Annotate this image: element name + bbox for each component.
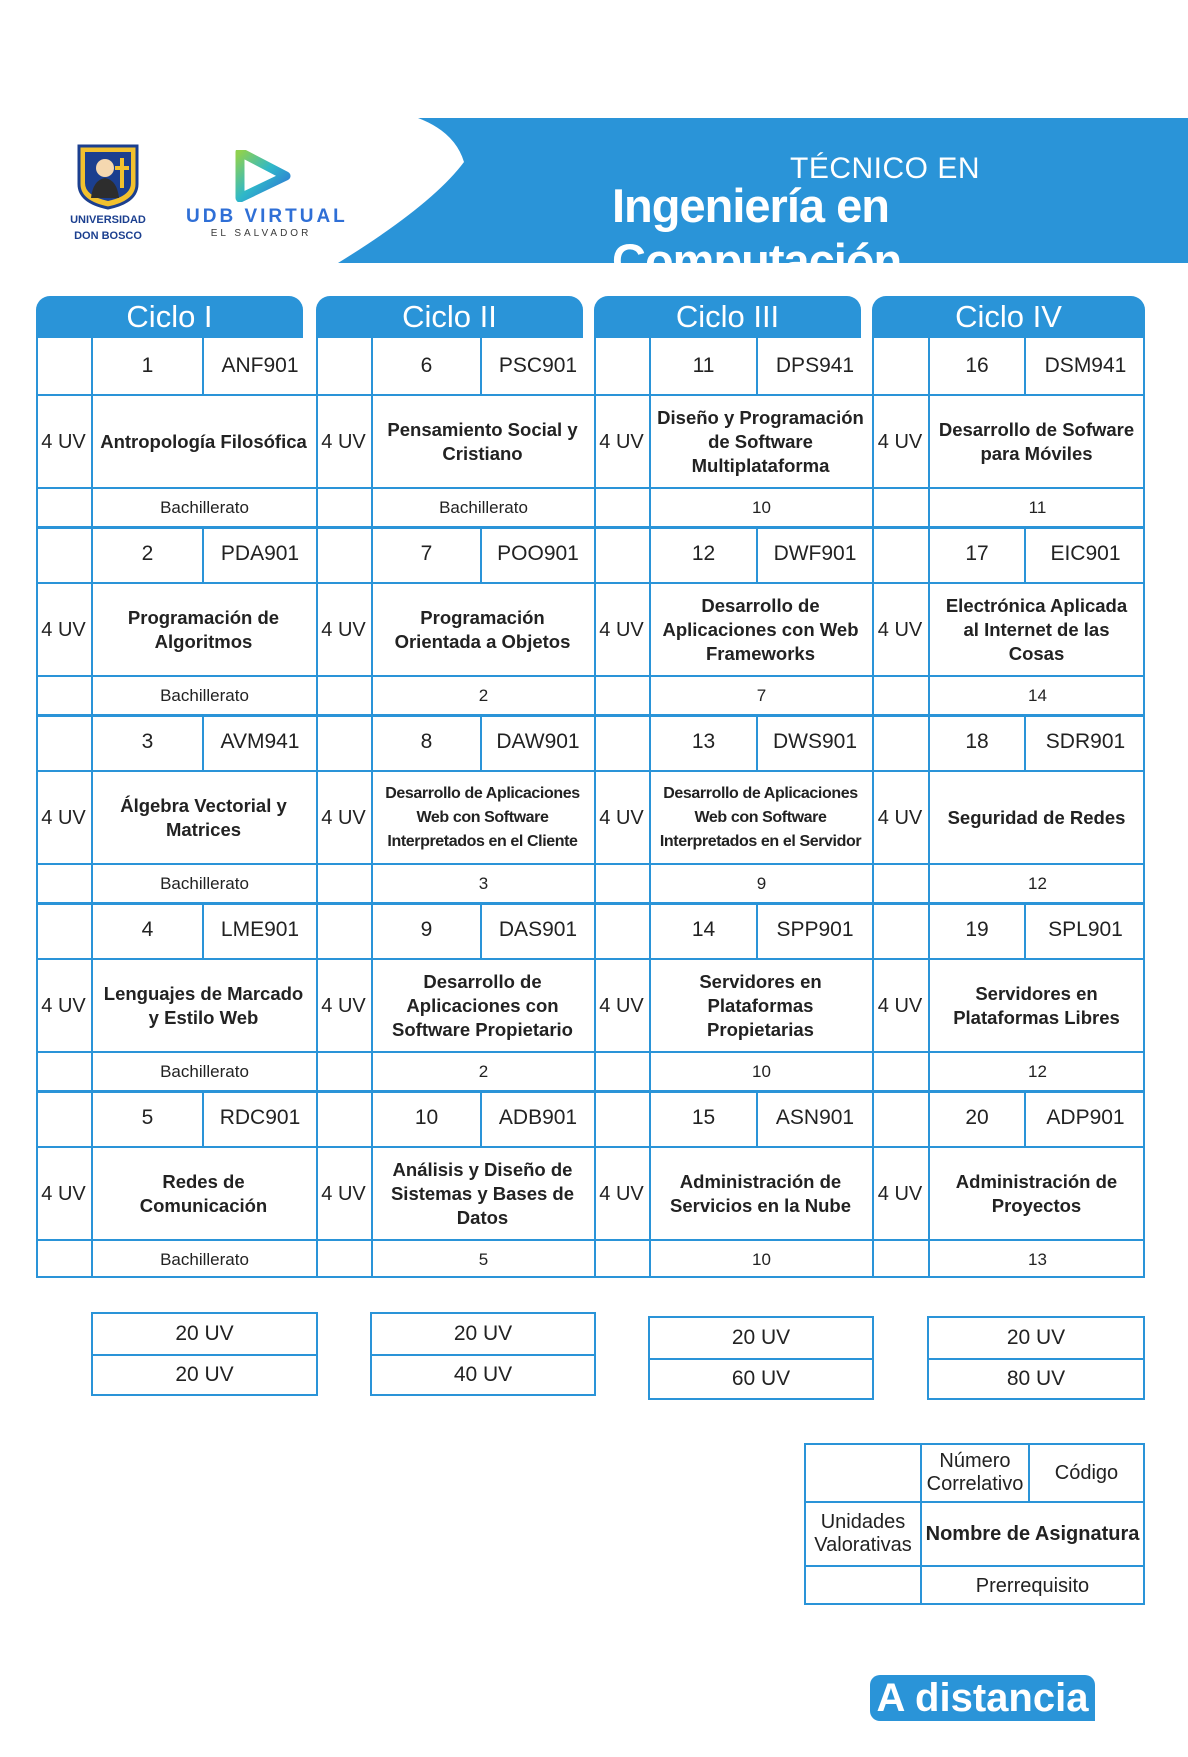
modality-badge: A distancia	[870, 1675, 1095, 1721]
program-title: Ingeniería en Computación	[612, 179, 902, 287]
subject-prerequisite: 3	[478, 873, 489, 893]
ciclo-header-2: Ciclo II	[316, 296, 583, 338]
subject-code: ANF901	[221, 354, 299, 377]
subject-uv: 4 UV	[877, 430, 923, 453]
uv-totals-ciclo-4	[927, 1316, 1145, 1400]
subject-uv: 4 UV	[41, 430, 86, 453]
subject-name: Desarrollo de Aplicaciones con Web Frameworks	[662, 594, 859, 664]
uv-cumulative: 40 UV	[372, 1354, 594, 1394]
subject-code: PDA901	[220, 542, 300, 565]
subject-code: EIC901	[1050, 542, 1121, 565]
program-superscript: TÉCNICO EN	[790, 152, 981, 185]
subject-code: DWF901	[773, 542, 857, 565]
uv-total: 20 UV	[453, 1322, 513, 1345]
subject-number: 8	[420, 730, 433, 753]
uv-total: 20 UV	[175, 1322, 234, 1345]
subject-prerequisite: 12	[1028, 1061, 1047, 1081]
subject-name: Análisis y Diseño de Sistemas y Bases de Datos	[390, 1158, 575, 1228]
uv-totals-ciclo-3	[648, 1316, 874, 1400]
udb-logo	[66, 140, 150, 242]
subject-name: Programación de Algoritmos	[127, 606, 280, 652]
subject-uv: 4 UV	[877, 994, 923, 1017]
subject-number: 12	[691, 542, 716, 565]
subject-prerequisite: Bachillerato	[160, 497, 249, 517]
uv-cumulative: 80 UV	[929, 1358, 1143, 1398]
subject-number: 19	[965, 918, 989, 941]
subject-prerequisite: Bachillerato	[439, 497, 528, 517]
subject-uv: 4 UV	[41, 618, 86, 641]
subject-code: RDC901	[219, 1106, 301, 1129]
subject-code: POO901	[497, 542, 579, 565]
subject-name: Desarrollo de Sofware para Móviles	[938, 418, 1135, 464]
subject-number: 15	[691, 1106, 716, 1129]
subject-number: 3	[141, 730, 154, 753]
subject-name: Seguridad de Redes	[947, 806, 1126, 828]
subject-prerequisite: 7	[756, 685, 767, 705]
subject-number: 18	[965, 730, 989, 753]
legend-numero-correlativo: Número Correlativo	[926, 1450, 1024, 1495]
subject-uv: 4 UV	[599, 430, 644, 453]
subject-name: Administración de Servicios en la Nube	[670, 1170, 851, 1216]
subject-name: Administración de Proyectos	[955, 1170, 1118, 1216]
subject-code: SPL901	[1048, 918, 1123, 941]
subject-name: Desarrollo de Aplicaciones Web con Software Interpretados en el Cliente	[385, 784, 580, 850]
subject-code: AVM941	[220, 730, 300, 753]
subject-number: 6	[420, 354, 433, 377]
subject-prerequisite: Bachillerato	[160, 873, 249, 893]
subject-prerequisite: 2	[478, 1061, 489, 1081]
subject-code: LME901	[220, 918, 300, 941]
uv-totals-ciclo-1	[91, 1312, 318, 1396]
subject-prerequisite: 11	[1028, 497, 1047, 517]
subject-uv: 4 UV	[41, 994, 86, 1017]
udb-virtual-subtitle: EL SALVADOR	[210, 228, 312, 239]
subject-number: 5	[141, 1106, 154, 1129]
legend-nombre-asignatura: Nombre de Asignatura	[925, 1522, 1140, 1545]
subject-number: 11	[692, 354, 715, 377]
legend-codigo: Código	[1054, 1461, 1119, 1484]
subject-uv: 4 UV	[41, 806, 86, 829]
subject-name: Electrónica Aplicada al Internet de las Cosas	[945, 594, 1128, 664]
subject-prerequisite: Bachillerato	[160, 1249, 249, 1269]
uv-cumulative: 60 UV	[650, 1358, 872, 1398]
subject-prerequisite: 10	[752, 1249, 771, 1269]
subject-prerequisite: Bachillerato	[160, 685, 249, 705]
subject-code: DAW901	[496, 730, 580, 753]
subject-name: Diseño y Programación de Software Multiplataforma	[657, 406, 864, 476]
legend-prerrequisito: Prerrequisito	[975, 1574, 1090, 1597]
ciclo-header-3: Ciclo III	[594, 296, 861, 338]
subject-code: DAS901	[498, 918, 578, 941]
subject-prerequisite: 13	[1028, 1249, 1047, 1269]
subject-code: DPS941	[775, 354, 855, 377]
subject-prerequisite: 12	[1028, 873, 1047, 893]
ciclo-header-1: Ciclo I	[36, 296, 303, 338]
subject-prerequisite: 2	[478, 685, 489, 705]
subject-uv: 4 UV	[41, 1182, 86, 1205]
grid-line	[872, 338, 874, 1278]
legend-unidades-valorativas: Unidades Valorativas	[814, 1511, 912, 1556]
subject-name: Redes de Comunicación	[139, 1170, 268, 1216]
subject-uv: 4 UV	[321, 618, 366, 641]
subject-number: 20	[965, 1106, 989, 1129]
uv-cumulative: 20 UV	[93, 1354, 316, 1394]
subject-number: 14	[691, 918, 716, 941]
subject-uv: 4 UV	[877, 806, 923, 829]
subject-uv: 4 UV	[321, 806, 366, 829]
subject-prerequisite: 9	[756, 873, 767, 893]
subject-name: Pensamiento Social y Cristiano	[387, 418, 578, 464]
subject-prerequisite: Bachillerato	[160, 1061, 249, 1081]
subject-uv: 4 UV	[599, 994, 644, 1017]
subject-code: ASN901	[775, 1106, 855, 1129]
subject-uv: 4 UV	[599, 618, 644, 641]
subject-name: Desarrollo de Aplicaciones Web con Software Interpretados en el Servidor	[659, 784, 862, 850]
subject-number: 4	[141, 918, 154, 941]
subject-number: 1	[141, 354, 154, 377]
subject-code: ADP901	[1046, 1106, 1125, 1129]
subject-code: DWS901	[772, 730, 858, 753]
subject-name: Programación Orientada a Objetos	[394, 606, 571, 652]
subject-name: Lenguajes de Marcado y Estilo Web	[103, 982, 304, 1028]
subject-name: Servidores en Plataformas Propietarias	[699, 970, 822, 1040]
subject-name: Servidores en Plataformas Libres	[953, 982, 1120, 1028]
subject-number: 2	[141, 542, 154, 565]
subject-prerequisite: 10	[752, 1061, 771, 1081]
grid-line	[594, 338, 596, 1278]
uv-total: 20 UV	[731, 1326, 791, 1349]
subject-code: SPP901	[776, 918, 854, 941]
subject-number: 13	[691, 730, 716, 753]
subject-code: SDR901	[1045, 730, 1126, 753]
uv-total: 20 UV	[1006, 1326, 1066, 1349]
subject-number: 10	[414, 1106, 439, 1129]
subject-uv: 4 UV	[321, 430, 366, 453]
subject-number: 16	[965, 354, 989, 377]
subject-code: PSC901	[498, 354, 578, 377]
subject-uv: 4 UV	[321, 994, 366, 1017]
subject-uv: 4 UV	[599, 806, 644, 829]
udb-virtual-logo	[186, 150, 346, 239]
subject-uv: 4 UV	[877, 618, 923, 641]
uv-totals-ciclo-2	[370, 1312, 596, 1396]
grid-line	[316, 338, 318, 1278]
subject-name: Desarrollo de Aplicaciones con Software Propietario	[392, 970, 573, 1040]
subject-code: ADB901	[498, 1106, 578, 1129]
subject-prerequisite: 14	[1028, 685, 1047, 705]
subject-prerequisite: 10	[752, 497, 771, 517]
subject-uv: 4 UV	[877, 1182, 923, 1205]
ciclo-header-4: Ciclo IV	[872, 296, 1145, 338]
subject-uv: 4 UV	[599, 1182, 644, 1205]
subject-name: Antropología Filosófica	[100, 430, 307, 452]
subject-uv: 4 UV	[321, 1182, 366, 1205]
subject-number: 9	[420, 918, 433, 941]
subject-code: DSM941	[1044, 354, 1127, 377]
udb-name-line2: DON BOSCO	[74, 230, 142, 242]
subject-number: 7	[420, 542, 433, 565]
legend-box	[804, 1443, 1145, 1605]
subject-name: Álgebra Vectorial y Matrices	[120, 794, 287, 840]
udb-virtual-name: UDB VIRTUAL	[186, 206, 348, 227]
udb-name-line1: UNIVERSIDAD	[70, 214, 146, 226]
grid-line	[36, 338, 38, 1278]
subject-number: 17	[965, 542, 989, 565]
play-arrow-icon	[186, 150, 346, 202]
subject-prerequisite: 5	[478, 1249, 489, 1269]
udb-shield-icon	[75, 140, 141, 210]
